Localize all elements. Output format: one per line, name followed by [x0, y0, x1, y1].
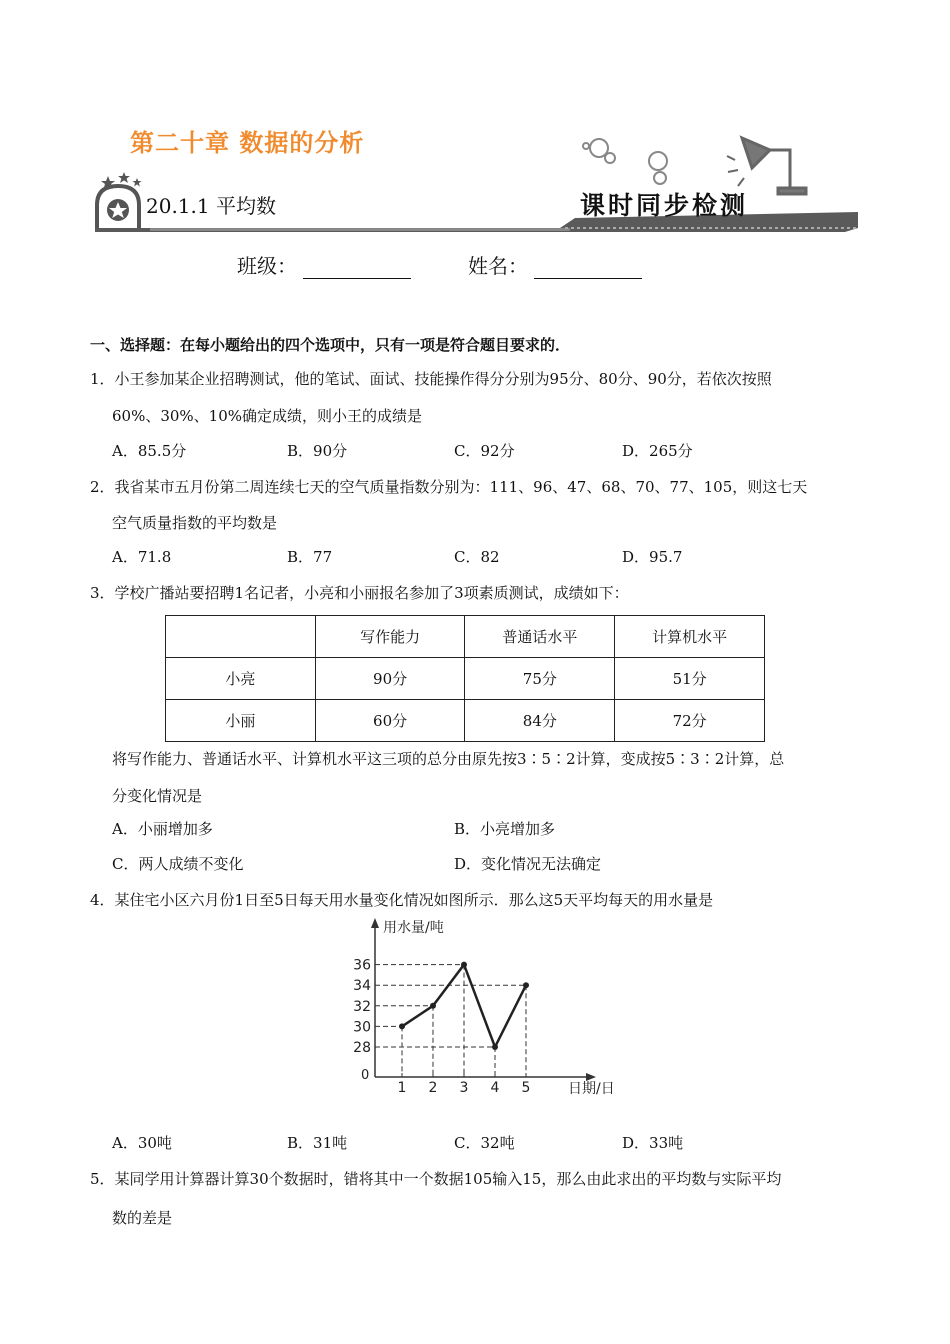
table-cell: 60分	[315, 700, 465, 742]
chapter-title: 第二十章 数据的分析	[130, 129, 365, 157]
q5-line2: 数的差是	[112, 1209, 173, 1227]
y-tick-label: 34	[353, 978, 371, 995]
table-header-cell: 普通话水平	[465, 616, 615, 658]
name-label: 姓名：	[468, 254, 528, 278]
data-point	[461, 962, 467, 968]
table-row	[166, 700, 765, 742]
q1-line1: 1．小王参加某企业招聘测试，他的笔试、面试、技能操作得分分别为95分、80分、90分，若依次按照	[90, 370, 772, 388]
q3-line2: 将写作能力、普通话水平、计算机水平这三项的总分由原先按3∶5∶2计算，变成按5∶3∶2计算，总	[112, 750, 785, 768]
score-table	[165, 615, 765, 742]
data-point	[523, 982, 529, 988]
star-badge-icon	[97, 172, 142, 230]
q2-option-c: C．82	[454, 548, 500, 566]
q3-option-a: A．小丽增加多	[112, 820, 213, 838]
q2-option-b: B．77	[287, 548, 333, 566]
q3-option-c: C．两人成绩不变化	[112, 855, 244, 873]
q4-option-b: B．31吨	[287, 1134, 348, 1152]
table-cell: 90分	[315, 658, 465, 700]
table-cell: 小丽	[166, 700, 316, 742]
section-title: 20.1.1 平均数	[146, 194, 276, 218]
q4-option-d: D．33吨	[622, 1134, 684, 1152]
table-header-cell: 写作能力	[315, 616, 465, 658]
q2-option-a: A．71.8	[112, 548, 172, 566]
q3-option-b: B．小亮增加多	[454, 820, 556, 838]
x-tick-label: 4	[490, 1080, 500, 1096]
y-tick-label: 30	[353, 1019, 371, 1036]
q1-line2: 60%、30%、10%确定成绩，则小王的成绩是	[112, 407, 423, 425]
class-blank	[303, 258, 411, 279]
q4-option-c: C．32吨	[454, 1134, 515, 1152]
class-label: 班级：	[237, 254, 297, 278]
x-axis-label: 日期/日	[568, 1081, 615, 1097]
class-field	[237, 250, 411, 279]
x-tick-label: 5	[521, 1080, 531, 1096]
q4-option-a: A．30吨	[112, 1134, 172, 1152]
table-row	[166, 658, 765, 700]
table-cell: 51分	[615, 658, 765, 700]
table-header-row	[166, 616, 765, 658]
q4-line1: 4．某住宅小区六月份1日至5日每天用水量变化情况如图所示．那么这5天平均每天的用水量是	[90, 891, 714, 909]
water-usage-chart	[340, 912, 640, 1102]
bubble-icon	[583, 139, 667, 184]
q3-line3: 分变化情况是	[112, 787, 203, 805]
data-point	[399, 1023, 405, 1029]
q1-option-b: B．90分	[287, 442, 348, 460]
x-axis-arrow	[586, 1073, 596, 1081]
name-blank	[534, 258, 642, 279]
table-cell: 小亮	[166, 658, 316, 700]
name-field	[468, 250, 642, 279]
q2-line1: 2．我省某市五月份第二周连续七天的空气质量指数分别为：111、96、47、68、70、77、105，则这七天	[90, 478, 808, 496]
q5-line1: 5．某同学用计算器计算30个数据时，错将其中一个数据105输入15，那么由此求出的平均数与实际平均	[90, 1170, 782, 1188]
q2-option-d: D．95.7	[622, 548, 683, 566]
q3-line1: 3．学校广播站要招聘1名记者，小亮和小丽报名参加了3项素质测试，成绩如下：	[90, 584, 629, 602]
x-tick-label: 3	[459, 1080, 469, 1096]
data-point	[492, 1044, 498, 1050]
section-heading: 一、选择题：在每小题给出的四个选项中，只有一项是符合题目要求的．	[90, 336, 571, 354]
y-axis-arrow	[371, 918, 379, 928]
x-tick-label: 1	[397, 1080, 407, 1096]
data-point	[430, 1003, 436, 1009]
q1-option-d: D．265分	[622, 442, 693, 460]
y-tick-label: 28	[353, 1040, 371, 1056]
table-header-cell	[166, 616, 316, 658]
table-cell: 75分	[465, 658, 615, 700]
q1-option-a: A．85.5分	[112, 442, 187, 460]
y-tick-label: 36	[353, 957, 371, 974]
table-header-cell: 计算机水平	[615, 616, 765, 658]
brand-title: 课时同步检测	[580, 191, 749, 220]
origin-label: 0	[361, 1068, 370, 1083]
x-tick-label: 2	[428, 1080, 438, 1096]
table-cell: 72分	[615, 700, 765, 742]
q3-option-d: D．变化情况无法确定	[454, 855, 602, 873]
header-decoration	[0, 0, 950, 240]
y-axis-label: 用水量/吨	[383, 920, 444, 936]
q1-option-c: C．92分	[454, 442, 515, 460]
y-tick-label: 32	[353, 998, 371, 1015]
q2-line2: 空气质量指数的平均数是	[112, 514, 278, 532]
table-cell: 84分	[465, 700, 615, 742]
